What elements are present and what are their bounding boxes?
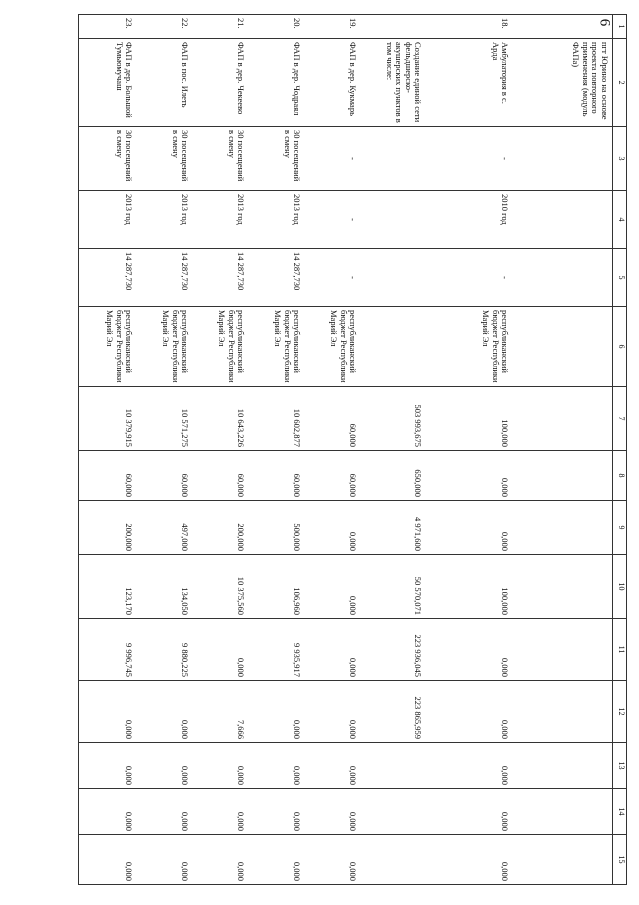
cell-cost: 14 287,730: [193, 249, 249, 307]
cell-capacity: -: [433, 127, 513, 191]
cell-value: 500,000: [249, 501, 305, 555]
col-header-11: 11: [613, 619, 627, 681]
col-header-14: 14: [613, 789, 627, 835]
cell-cost: [361, 249, 433, 307]
cell-value: 0,000: [433, 743, 513, 789]
cell-value: 223 865,959: [361, 681, 433, 743]
cell-value: 134,050: [137, 555, 193, 619]
cell-total: 10 643,226: [193, 387, 249, 451]
cell-value: 0,000: [433, 789, 513, 835]
cell-value: 0,000: [249, 789, 305, 835]
col-header-3: 3: [613, 127, 627, 191]
cell-number: 20.: [249, 15, 305, 39]
cell-cost: -: [305, 249, 361, 307]
cell-value: 200,000: [79, 501, 137, 555]
cell-capacity: 30 посещений в смену: [249, 127, 305, 191]
cell-value: [513, 619, 613, 681]
col-header-5: 5: [613, 249, 627, 307]
col-header-7: 7: [613, 387, 627, 451]
cell-source: республиканский бюджет Республики Марий Эл: [305, 307, 361, 387]
cell-value: 123,170: [79, 555, 137, 619]
cell-value: 0,000: [305, 743, 361, 789]
cell-name: Амбулатория в с. Арда: [433, 39, 513, 127]
cell-name: ФАП в дер. Кукмарь: [305, 39, 361, 127]
cell-year: [361, 191, 433, 249]
cell-value: [361, 743, 433, 789]
col-header-6: 6: [613, 307, 627, 387]
cell-value: [361, 789, 433, 835]
cell-value: 0,000: [433, 501, 513, 555]
cell-value: [513, 501, 613, 555]
cell-cost: 14 287,730: [249, 249, 305, 307]
cell-value: 9 996,745: [79, 619, 137, 681]
cell-value: 9 935,917: [249, 619, 305, 681]
budget-table: [78, 14, 627, 885]
cell-source: республиканский бюджет Республики Марий Эл: [249, 307, 305, 387]
column-number-row: [613, 15, 627, 885]
cell-value: 0,000: [79, 789, 137, 835]
cell-total: 503 993,675: [361, 387, 433, 451]
cell-value: 0,000: [305, 789, 361, 835]
cell-year: -: [305, 191, 361, 249]
cell-value: 60,000: [193, 451, 249, 501]
cell-value: 0,000: [137, 835, 193, 885]
cell-value: 0,000: [249, 835, 305, 885]
cell-name: ФАП в пос. Илеть: [137, 39, 193, 127]
cell-year: 2013 год: [193, 191, 249, 249]
cell-total: 60,000: [305, 387, 361, 451]
cell-number: [361, 15, 433, 39]
cell-cost: [513, 249, 613, 307]
cell-value: 0,000: [79, 835, 137, 885]
cell-value: 650,000: [361, 451, 433, 501]
cell-value: 4 971,600: [361, 501, 433, 555]
cell-value: 0,000: [193, 619, 249, 681]
page-number: 6: [596, 18, 613, 27]
cell-total: 10 571,275: [137, 387, 193, 451]
cell-value: 0,000: [433, 681, 513, 743]
cell-value: [513, 681, 613, 743]
cell-capacity: 30 посещений в смену: [137, 127, 193, 191]
col-header-15: 15: [613, 835, 627, 885]
cell-year: 2010 год: [433, 191, 513, 249]
cell-source: республиканский бюджет Республики Марий Эл: [193, 307, 249, 387]
cell-value: [513, 743, 613, 789]
cell-value: [513, 555, 613, 619]
cell-total: 100,000: [433, 387, 513, 451]
cell-year: 2013 год: [137, 191, 193, 249]
col-header-12: 12: [613, 681, 627, 743]
cell-value: 0,000: [305, 619, 361, 681]
table-row: [305, 15, 361, 885]
cell-value: 0,000: [137, 681, 193, 743]
cell-value: 0,000: [193, 835, 249, 885]
cell-value: 9 880,225: [137, 619, 193, 681]
col-header-2: 2: [613, 39, 627, 127]
cell-capacity: 30 посещений в смену: [193, 127, 249, 191]
cell-value: 0,000: [305, 681, 361, 743]
cell-number: 22.: [137, 15, 193, 39]
cell-name: ФАП в дер. Чодраял: [249, 39, 305, 127]
col-header-9: 9: [613, 501, 627, 555]
cell-number: 18.: [433, 15, 513, 39]
cell-number: 19.: [305, 15, 361, 39]
cell-value: 200,000: [193, 501, 249, 555]
table-row: [79, 15, 137, 885]
cell-capacity: [361, 127, 433, 191]
cell-number: 23.: [79, 15, 137, 39]
cell-value: 60,000: [305, 451, 361, 501]
cell-value: 0,000: [433, 835, 513, 885]
cell-value: 0,000: [249, 743, 305, 789]
cell-value: 50 570,071: [361, 555, 433, 619]
table-row: [433, 15, 513, 885]
table-row: [137, 15, 193, 885]
cell-source: республиканский бюджет Республики Марий Эл: [137, 307, 193, 387]
cell-capacity: -: [305, 127, 361, 191]
cell-year: 2013 год: [79, 191, 137, 249]
cell-value: 0,000: [79, 743, 137, 789]
table-row: [513, 15, 613, 885]
cell-cost: -: [433, 249, 513, 307]
cell-value: 60,000: [249, 451, 305, 501]
cell-cost: 14 287,730: [79, 249, 137, 307]
cell-total: [513, 387, 613, 451]
cell-source: [513, 307, 613, 387]
cell-value: 0,000: [305, 501, 361, 555]
cell-value: [361, 835, 433, 885]
cell-value: 0,000: [193, 789, 249, 835]
cell-value: 0,000: [433, 619, 513, 681]
cell-value: 0,000: [249, 681, 305, 743]
cell-value: 0,000: [193, 743, 249, 789]
table-row: [193, 15, 249, 885]
cell-value: 0,000: [79, 681, 137, 743]
cell-value: [513, 789, 613, 835]
cell-value: 0,000: [305, 555, 361, 619]
cell-capacity: 30 посещений в смену: [79, 127, 137, 191]
cell-value: 10 375,560: [193, 555, 249, 619]
cell-value: 60,000: [137, 451, 193, 501]
col-header-10: 10: [613, 555, 627, 619]
cell-total: 10 602,877: [249, 387, 305, 451]
cell-value: 0,000: [137, 789, 193, 835]
cell-number: [513, 15, 613, 39]
cell-value: 60,000: [79, 451, 137, 501]
cell-year: 2013 год: [249, 191, 305, 249]
cell-year: [513, 191, 613, 249]
col-header-1: 1: [613, 15, 627, 39]
cell-source: республиканский бюджет Республики Марий Эл: [433, 307, 513, 387]
cell-name: ФАП в дер. Чекеево: [193, 39, 249, 127]
cell-value: 0,000: [305, 835, 361, 885]
col-header-8: 8: [613, 451, 627, 501]
cell-name: Создание единой сети фельдшерско-акушерских пунктов в том числе:: [361, 39, 433, 127]
cell-name: пгт Юрино на основе проекта повторного применения (модуль ФАПа): [513, 39, 613, 127]
cell-value: 7,666: [193, 681, 249, 743]
cell-value: 106,960: [249, 555, 305, 619]
cell-value: 0,000: [137, 743, 193, 789]
cell-source: республиканский бюджет Республики Марий Эл: [79, 307, 137, 387]
cell-value: 497,000: [137, 501, 193, 555]
cell-value: [513, 451, 613, 501]
cell-number: 21.: [193, 15, 249, 39]
cell-value: 100,000: [433, 555, 513, 619]
cell-capacity: [513, 127, 613, 191]
cell-value: 223 936,045: [361, 619, 433, 681]
cell-source: [361, 307, 433, 387]
table-row: [249, 15, 305, 885]
cell-value: 0,000: [433, 451, 513, 501]
col-header-13: 13: [613, 743, 627, 789]
cell-total: 10 379,915: [79, 387, 137, 451]
col-header-4: 4: [613, 191, 627, 249]
cell-value: [513, 835, 613, 885]
cell-cost: 14 287,730: [137, 249, 193, 307]
cell-name: ФАП в дер. Большой Тумьюмучаш: [79, 39, 137, 127]
table-row: [361, 15, 433, 885]
